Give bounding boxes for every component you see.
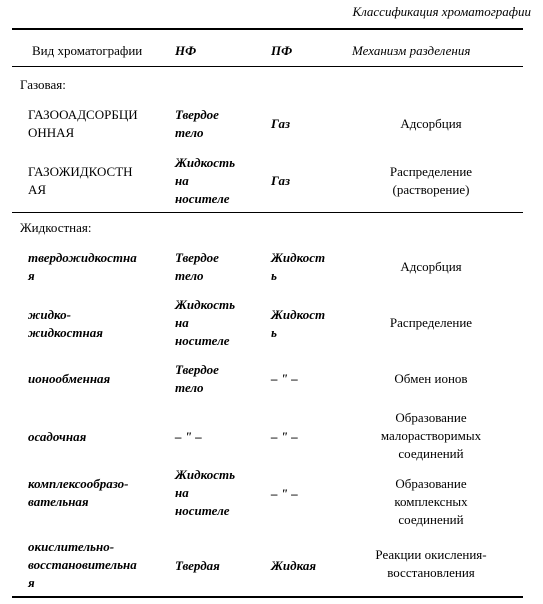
gas-row-2-pf: Газ: [271, 173, 291, 188]
group-divider-rule: [12, 212, 523, 213]
liquid-row-4-mechanism: Образование малорастворимых соединений: [380, 410, 482, 461]
liquid-row-2-type: жидко- жидкостная: [28, 307, 103, 340]
liquid-row-5-nf: Жидкость на носителе: [175, 467, 236, 518]
liquid-row-2-nf: Жидкость на носителе: [175, 297, 236, 348]
header-type: Вид хроматографии: [32, 43, 143, 58]
group-title-gas: Газовая:: [20, 77, 66, 92]
table-top-rule: [12, 28, 523, 30]
liquid-row-1-mechanism: Адсорбция: [400, 259, 462, 274]
liquid-row-1-type: твердожидкостна я: [28, 250, 137, 283]
group-title-liquid: Жидкостная:: [20, 220, 92, 235]
liquid-row-6-pf: Жидкая: [271, 558, 317, 573]
liquid-row-5-pf: – " –: [271, 486, 298, 501]
liquid-row-3-nf: Твердое тело: [175, 362, 219, 395]
liquid-row-6-type: окислительно- восстановительна я: [28, 539, 137, 590]
header-rule: [12, 66, 523, 67]
liquid-row-1-nf: Твердое тело: [175, 250, 219, 283]
header-pf: ПФ: [271, 43, 293, 58]
liquid-row-5-type: комплексообразо- вательная: [28, 476, 129, 509]
classification-table: [12, 28, 523, 598]
gas-row-1-nf: Твердое тело: [175, 107, 219, 140]
gas-row-1-type: ГАЗООАДСОРБЦИ ОННАЯ: [28, 107, 138, 140]
gas-row-2-mechanism: Распределение (растворение): [389, 164, 473, 197]
liquid-row-5-mechanism: Образование комплексных соединений: [394, 476, 468, 527]
table-bottom-rule: [12, 596, 523, 598]
gas-row-2-nf: Жидкость на носителе: [175, 155, 236, 206]
liquid-row-3-pf: – " –: [271, 371, 298, 386]
liquid-row-2-mechanism: Распределение: [389, 315, 473, 330]
gas-row-1-pf: Газ: [271, 116, 291, 131]
liquid-row-3-type: ионообменная: [28, 371, 111, 386]
header-nf: НФ: [175, 43, 197, 58]
table-caption: Классификация хроматографии: [352, 4, 531, 19]
liquid-row-1-pf: Жидкост ь: [271, 250, 326, 283]
liquid-row-3-mechanism: Обмен ионов: [394, 371, 468, 386]
gas-row-1-mechanism: Адсорбция: [400, 116, 462, 131]
liquid-row-4-type: осадочная: [28, 429, 87, 444]
liquid-row-2-pf: Жидкост ь: [271, 307, 326, 340]
liquid-row-4-nf: – " –: [175, 429, 202, 444]
gas-row-2-type: ГАЗОЖИДКОСТН АЯ: [28, 164, 133, 197]
liquid-row-6-mechanism: Реакции окисления- восстановления: [375, 547, 487, 580]
liquid-row-4-pf: – " –: [271, 429, 298, 444]
header-mechanism: Механизм разделения: [352, 43, 471, 58]
liquid-row-6-nf: Твердая: [175, 558, 220, 573]
